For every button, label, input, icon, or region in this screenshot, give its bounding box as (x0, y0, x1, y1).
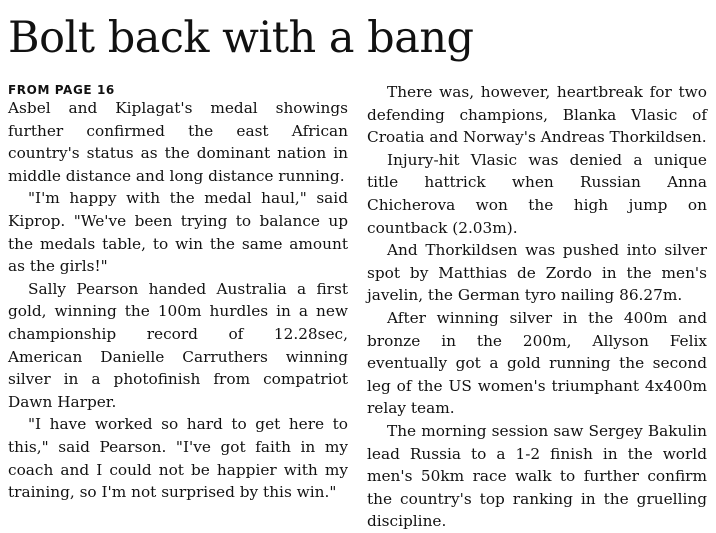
paragraph: And Thorkildsen was pushed into silver spot by Matthias de Zordo in the men's javelin, the German tyro nailing 86.27m. (367, 241, 707, 305)
paragraph: Asbel and Kiplagat's medal showings further confirmed the east African country's status as the dominant nation in middle distance and long distance running. (8, 99, 348, 185)
continuation-kicker: FROM PAGE 16 (8, 83, 115, 97)
paragraph: "I have worked so hard to get here to this," said Pearson. "I've got faith in my coach and I could not be happier with my training, so I'm not surprised by this win." (8, 415, 348, 502)
paragraph: Sally Pearson handed Australia a first gold, winning the 100m hurdles in a new championship record of 12.28sec, American Danielle Carruthers winning silver in a photofinish from compatriot Dawn Harper. (8, 279, 348, 411)
headline: Bolt back with a bang (8, 13, 474, 63)
paragraph: After winning silver in the 400m and bronze in the 200m, Allyson Felix eventually got a gold running the second leg of the US women's triumphant 4x400m relay team. (367, 308, 707, 418)
paragraph: Injury-hit Vlasic was denied a unique title hattrick when Russian Anna Chicherova won the high jump on countback (2.03m). (367, 150, 707, 237)
paragraph: The morning session saw Sergey Bakulin lead Russia to a 1-2 finish in the world men's 50km race walk to further confirm the country's top ranking in the gruelling discipline. (367, 421, 707, 531)
paragraph: There was, however, heartbreak for two defending champions, Blanka Vlasic of Croatia and Norway's Andreas Thorkildsen. (367, 83, 707, 147)
paragraph: "I'm happy with the medal haul," said Kiprop. "We've been trying to balance up the medals table, to win the same amount as the girls!" (8, 189, 348, 276)
article-column-left (8, 97, 348, 504)
article-column-right (367, 81, 707, 533)
